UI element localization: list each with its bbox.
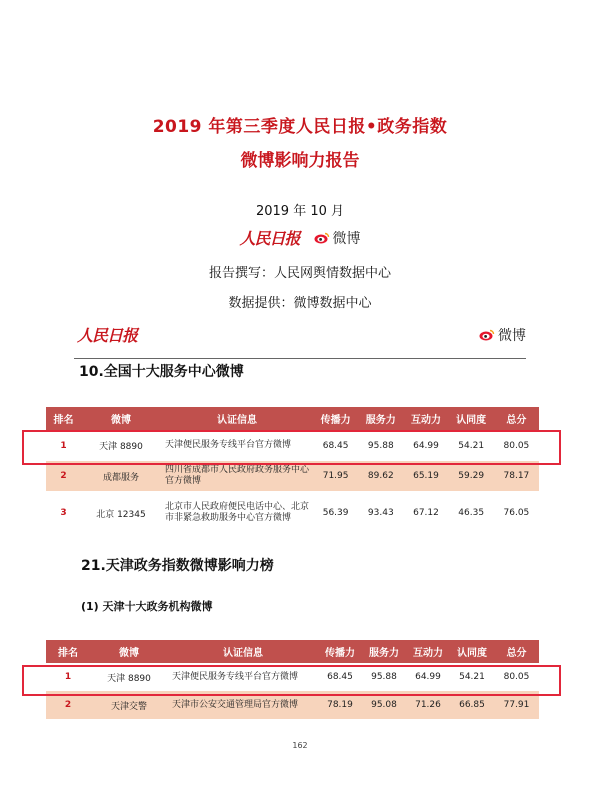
rmrb-logo: 人民日报 bbox=[239, 229, 300, 248]
report-title-line1: 2019 年第三季度人民日报•政务指数 bbox=[152, 117, 448, 137]
reach-cell: 78.19 bbox=[318, 691, 362, 719]
weibo-cell: 天津交警 bbox=[90, 691, 168, 719]
recognition-cell: 66.85 bbox=[450, 691, 494, 719]
page-number: 162 bbox=[292, 741, 308, 750]
recognition-cell: 59.29 bbox=[449, 461, 494, 491]
col-cert: 认证信息 bbox=[161, 407, 313, 430]
col-rank: 排名 bbox=[46, 640, 90, 663]
report-title-line2: 微博影响力报告 bbox=[240, 151, 360, 171]
section21-heading: 21.天津政务指数微博影响力榜 bbox=[81, 558, 274, 574]
header-rmrb-logo: 人民日报 bbox=[77, 326, 138, 345]
table-row bbox=[46, 663, 539, 691]
table-row bbox=[46, 430, 539, 461]
service-cell: 93.43 bbox=[358, 491, 403, 535]
rank-cell: 2 bbox=[46, 691, 90, 719]
report-date: 2019 年 10 月 bbox=[255, 204, 345, 219]
service-cell: 95.88 bbox=[362, 663, 406, 691]
col-reach: 传播力 bbox=[318, 640, 362, 663]
interaction-cell: 71.26 bbox=[406, 691, 450, 719]
col-rank: 排名 bbox=[46, 407, 81, 430]
section10-heading: 10.全国十大服务中心微博 bbox=[79, 364, 244, 380]
page-header bbox=[74, 320, 526, 360]
table-header-row bbox=[46, 407, 539, 430]
weibo-logo bbox=[314, 228, 361, 248]
cert-cell: 天津便民服务专线平台官方微博 bbox=[161, 430, 313, 461]
col-recognition: 认同度 bbox=[449, 407, 494, 430]
report-author: 报告撰写：人民网舆情数据中心 bbox=[208, 266, 391, 281]
service-cell: 95.08 bbox=[362, 691, 406, 719]
weibo-cell: 天津 8890 bbox=[81, 430, 161, 461]
recognition-cell: 46.35 bbox=[449, 491, 494, 535]
rank-cell: 3 bbox=[46, 491, 81, 535]
table-row bbox=[46, 461, 539, 491]
header-divider bbox=[74, 358, 526, 359]
total-cell: 80.05 bbox=[494, 663, 539, 691]
header-weibo-logo bbox=[479, 325, 526, 345]
col-interaction: 互动力 bbox=[403, 407, 448, 430]
rank-cell: 1 bbox=[46, 430, 81, 461]
total-cell: 78.17 bbox=[494, 461, 539, 491]
col-reach: 传播力 bbox=[313, 407, 358, 430]
table-row bbox=[46, 691, 539, 719]
weibo-cell: 北京 12345 bbox=[81, 491, 161, 535]
cert-cell: 北京市人民政府便民电话中心、北京市非紧急救助服务中心官方微博 bbox=[161, 491, 313, 535]
col-service: 服务力 bbox=[358, 407, 403, 430]
col-recognition: 认同度 bbox=[450, 640, 494, 663]
weibo-icon bbox=[314, 232, 330, 244]
total-cell: 80.05 bbox=[494, 430, 539, 461]
section21-subheading: (1) 天津十大政务机构微博 bbox=[81, 600, 213, 613]
rank-cell: 1 bbox=[46, 663, 90, 691]
interaction-cell: 64.99 bbox=[403, 430, 448, 461]
col-service: 服务力 bbox=[362, 640, 406, 663]
weibo-cell: 天津 8890 bbox=[90, 663, 168, 691]
interaction-cell: 64.99 bbox=[406, 663, 450, 691]
recognition-cell: 54.21 bbox=[450, 663, 494, 691]
total-cell: 77.91 bbox=[494, 691, 539, 719]
col-weibo: 微博 bbox=[81, 407, 161, 430]
reach-cell: 56.39 bbox=[313, 491, 358, 535]
col-total: 总分 bbox=[494, 407, 539, 430]
cert-cell: 四川省成都市人民政府政务服务中心官方微博 bbox=[161, 461, 313, 491]
col-cert: 认证信息 bbox=[168, 640, 318, 663]
header-weibo-icon bbox=[479, 329, 495, 341]
service-cell: 95.88 bbox=[358, 430, 403, 461]
section10-table bbox=[46, 407, 539, 535]
rank-cell: 2 bbox=[46, 461, 81, 491]
service-cell: 89.62 bbox=[358, 461, 403, 491]
col-weibo: 微博 bbox=[90, 640, 168, 663]
total-cell: 76.05 bbox=[494, 491, 539, 535]
reach-cell: 71.95 bbox=[313, 461, 358, 491]
section21-table bbox=[46, 640, 539, 719]
interaction-cell: 65.19 bbox=[403, 461, 448, 491]
col-interaction: 互动力 bbox=[406, 640, 450, 663]
table-row bbox=[46, 491, 539, 535]
recognition-cell: 54.21 bbox=[449, 430, 494, 461]
header-weibo-label: 微博 bbox=[498, 328, 526, 344]
cert-cell: 天津便民服务专线平台官方微博 bbox=[168, 663, 318, 691]
reach-cell: 68.45 bbox=[313, 430, 358, 461]
reach-cell: 68.45 bbox=[318, 663, 362, 691]
table-header-row bbox=[46, 640, 539, 663]
cert-cell: 天津市公安交通管理局官方微博 bbox=[168, 691, 318, 719]
col-total: 总分 bbox=[494, 640, 539, 663]
report-source: 数据提供：微博数据中心 bbox=[228, 296, 372, 311]
weibo-cell: 成都服务 bbox=[81, 461, 161, 491]
weibo-logo-label: 微博 bbox=[332, 230, 361, 247]
interaction-cell: 67.12 bbox=[403, 491, 448, 535]
logo-row bbox=[0, 226, 600, 249]
